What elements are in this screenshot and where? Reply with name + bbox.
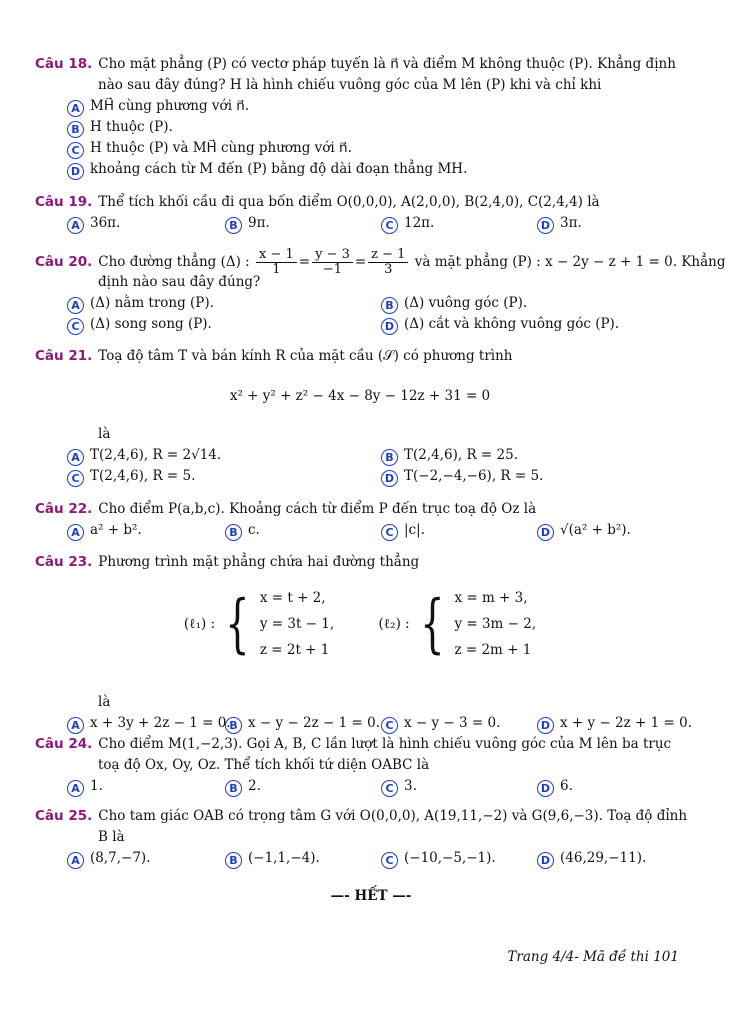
option-label-icon: B	[225, 717, 242, 734]
option-b[interactable]	[381, 293, 527, 314]
option-a[interactable]	[67, 293, 214, 314]
numerator: x − 1	[256, 248, 297, 263]
option-text: T(−2,−4,−6), R = 5.	[404, 468, 544, 484]
option-text: 12π.	[404, 215, 435, 231]
question-number: Câu 22.	[35, 501, 93, 517]
option-label-icon: A	[67, 524, 84, 541]
option-label-icon: A	[67, 717, 84, 734]
option-c[interactable]	[381, 213, 434, 234]
line-l1	[184, 585, 334, 663]
option-text: 9π.	[248, 215, 270, 231]
denominator: 1	[272, 262, 281, 277]
option-label-icon: D	[537, 717, 554, 734]
end-marker: —- HẾT —-	[330, 888, 412, 904]
option-label-icon: C	[381, 524, 398, 541]
option-text: (Δ) cắt và không vuông góc (P).	[404, 316, 620, 332]
option-c[interactable]	[67, 314, 212, 335]
line-l2	[378, 585, 536, 663]
option-label-icon: A	[67, 852, 84, 869]
option-text: khoảng cách từ M đến (P) bằng độ dài đoạn thẳng MH.	[90, 161, 468, 177]
option-d[interactable]	[537, 520, 631, 541]
option-b[interactable]	[225, 213, 270, 234]
option-c[interactable]	[35, 138, 685, 159]
option-label-icon: C	[67, 470, 84, 487]
option-label-icon: D	[537, 524, 554, 541]
line-label: (ℓ₁) :	[183, 616, 216, 632]
question-number: Câu 23.	[35, 554, 93, 570]
question-number: Câu 20.	[35, 254, 93, 270]
option-label-icon: B	[381, 297, 398, 314]
equals-sign: =	[298, 254, 311, 270]
question-text: Thể tích khối cầu đi qua bốn điểm O(0,0,0), A(2,0,0), B(2,4,0), C(2,4,4) là	[98, 194, 600, 210]
question-number: Câu 25.	[35, 808, 93, 824]
page-footer: Trang 4/4- Mã đề thi 101	[507, 949, 679, 965]
option-label-icon: B	[225, 780, 242, 797]
option-label-icon: B	[225, 524, 242, 541]
sphere-equation: x² + y² + z² − 4x − 8y − 12z + 31 = 0	[229, 388, 491, 404]
fraction-y	[312, 248, 353, 277]
option-text: √(a² + b²).	[560, 522, 631, 538]
brace-icon: {	[225, 587, 250, 661]
option-label-icon: C	[381, 852, 398, 869]
option-text: 2.	[248, 778, 261, 794]
option-label-icon: C	[67, 318, 84, 335]
option-b[interactable]	[35, 117, 685, 138]
equals-sign: =	[354, 254, 367, 270]
option-b[interactable]	[225, 848, 320, 869]
option-c[interactable]	[381, 520, 425, 541]
option-b[interactable]	[381, 445, 518, 466]
numerator: z − 1	[368, 248, 408, 263]
numerator: y − 3	[312, 248, 353, 263]
question-number: Câu 24.	[35, 736, 93, 752]
option-text: (Δ) vuông góc (P).	[404, 295, 528, 311]
option-text: x + y − 2z + 1 = 0.	[560, 715, 692, 731]
option-c[interactable]	[381, 713, 500, 734]
question-tail: là	[98, 426, 111, 442]
equation-line: y = 3t − 1,	[259, 616, 335, 632]
question-25	[35, 806, 688, 869]
option-text: (46,29,−11).	[560, 850, 647, 866]
option-text: (Δ) song song (P).	[90, 316, 212, 332]
brace-icon: {	[419, 587, 445, 661]
question-text: Cho tam giác OAB có trọng tâm G với O(0,0,0), A(19,11,−2) và G(9,6,−3). Toạ độ đỉnh	[98, 808, 688, 824]
option-c[interactable]	[381, 848, 496, 869]
question-23	[35, 552, 692, 734]
option-d[interactable]	[537, 213, 582, 234]
question-19	[35, 192, 685, 234]
question-text: Phương trình mặt phẳng chứa hai đường thẳng	[98, 554, 420, 570]
question-text: Cho đường thẳng (Δ) :	[98, 254, 250, 270]
question-text-line2: nào sau đây đúng? H là hình chiếu vuông góc của M lên (P) khi và chỉ khi	[98, 77, 602, 93]
option-text: MH⃗ cùng phương với n⃗.	[90, 98, 250, 114]
option-text: T(2,4,6), R = 2√14.	[90, 447, 222, 463]
question-22	[35, 499, 685, 541]
question-number: Câu 18.	[35, 56, 93, 72]
option-label-icon: D	[537, 217, 554, 234]
option-label-icon: B	[381, 449, 398, 466]
question-text: Cho mặt phẳng (P) có vectơ pháp tuyến là n⃗ và điểm M không thuộc (P). Khẳng định	[98, 56, 676, 72]
option-text: (−1,1,−4).	[248, 850, 320, 866]
denominator: −1	[322, 262, 343, 277]
question-21	[35, 346, 685, 487]
option-label-icon: D	[537, 852, 554, 869]
option-d[interactable]	[381, 314, 619, 335]
option-text: |c|.	[404, 522, 425, 538]
option-a[interactable]	[67, 445, 221, 466]
question-number: Câu 21.	[35, 348, 93, 364]
option-text: c.	[248, 522, 260, 538]
question-text: Toạ độ tâm T và bán kính R của mặt cầu (𝒮) có phương trình	[98, 348, 513, 364]
equation-line: z = 2t + 1	[259, 642, 330, 658]
option-text: x − y − 3 = 0.	[404, 715, 501, 731]
question-20	[35, 244, 726, 335]
question-text-line2: B là	[98, 829, 125, 845]
denominator: 3	[384, 262, 393, 277]
question-number: Câu 19.	[35, 194, 93, 210]
option-label-icon: A	[67, 100, 84, 117]
equation-line: x = t + 2,	[259, 590, 326, 606]
equation-line: y = 3m − 2,	[454, 616, 537, 632]
option-d[interactable]	[537, 776, 573, 797]
option-text: a² + b².	[90, 522, 142, 538]
option-text: T(2,4,6), R = 5.	[90, 468, 196, 484]
question-text: Cho điểm M(1,−2,3). Gọi A, B, C lần lượt là hình chiếu vuông góc của M lên ba trục	[98, 736, 672, 752]
option-text: 3π.	[560, 215, 582, 231]
option-label-icon: A	[67, 449, 84, 466]
question-text: Cho điểm P(a,b,c). Khoảng cách từ điểm P đến trục toạ độ Oz là	[98, 501, 537, 517]
option-text: 6.	[560, 778, 573, 794]
option-b[interactable]	[225, 776, 261, 797]
option-d[interactable]	[537, 713, 692, 734]
option-text: H thuộc (P).	[90, 119, 173, 135]
option-text: 1.	[90, 778, 103, 794]
option-label-icon: B	[225, 217, 242, 234]
option-label-icon: D	[381, 470, 398, 487]
fraction-z	[368, 248, 408, 277]
option-a[interactable]	[67, 520, 142, 541]
question-tail: là	[98, 694, 111, 710]
question-24	[35, 734, 685, 797]
option-text: 36π.	[90, 215, 121, 231]
option-a[interactable]	[67, 776, 103, 797]
option-text: T(2,4,6), R = 25.	[404, 447, 518, 463]
option-b[interactable]	[225, 713, 380, 734]
question-text-suffix: và mặt phẳng (P) : x − 2y − z + 1 = 0. Khẳng	[414, 254, 726, 270]
option-text: (8,7,−7).	[90, 850, 151, 866]
option-label-icon: D	[381, 318, 398, 335]
option-a[interactable]	[35, 96, 685, 117]
option-label-icon: D	[537, 780, 554, 797]
option-label-icon: C	[381, 717, 398, 734]
option-b[interactable]	[225, 520, 260, 541]
option-label-icon: A	[67, 217, 84, 234]
option-label-icon: A	[67, 297, 84, 314]
question-text-line2: toạ độ Ox, Oy, Oz. Thể tích khối tứ diện OABC là	[98, 757, 430, 773]
option-c[interactable]	[381, 776, 417, 797]
option-label-icon: C	[67, 142, 84, 159]
option-label-icon: C	[381, 217, 398, 234]
option-a[interactable]	[67, 213, 120, 234]
fraction-x	[256, 248, 297, 277]
line-label: (ℓ₂) :	[378, 616, 410, 632]
option-label-icon: C	[381, 780, 398, 797]
option-text: (−10,−5,−1).	[404, 850, 496, 866]
option-label-icon: D	[67, 163, 84, 180]
equation-line: z = 2m + 1	[454, 642, 532, 658]
option-d[interactable]	[537, 848, 646, 869]
option-a[interactable]	[67, 848, 151, 869]
option-a[interactable]	[67, 713, 231, 734]
question-text-line2: định nào sau đây đúng?	[98, 274, 261, 290]
option-text: x − y − 2z − 1 = 0.	[248, 715, 380, 731]
equation-line: x = m + 3,	[454, 590, 528, 606]
option-c[interactable]	[67, 466, 195, 487]
line-systems	[35, 585, 685, 671]
option-text: H thuộc (P) và MH⃗ cùng phương với n⃗.	[90, 140, 352, 156]
option-d[interactable]	[35, 159, 685, 180]
option-d[interactable]	[381, 466, 543, 487]
option-label-icon: B	[67, 121, 84, 138]
option-text: (Δ) nằm trong (P).	[90, 295, 214, 311]
option-text: 3.	[404, 778, 417, 794]
option-label-icon: A	[67, 780, 84, 797]
question-18	[35, 54, 685, 180]
option-text: x + 3y + 2z − 1 = 0.	[90, 715, 231, 731]
option-label-icon: B	[225, 852, 242, 869]
